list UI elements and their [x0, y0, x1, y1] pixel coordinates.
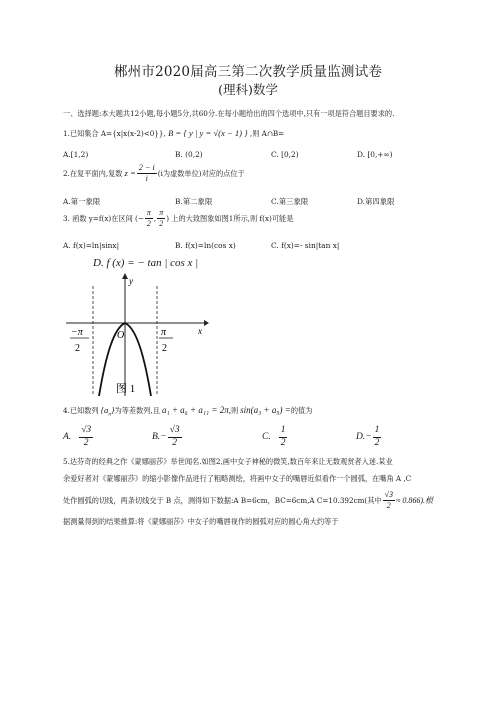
q4-option-d-num: 1 — [373, 426, 382, 438]
q4-option-d-den: 2 — [374, 437, 380, 448]
q3-interval-left-den: 2 — [146, 219, 151, 228]
q4-seq-end: } — [111, 405, 115, 415]
right-tick-den: 2 — [162, 343, 167, 354]
q2-fraction-den: i — [145, 174, 148, 184]
q4-seq — [101, 406, 115, 418]
q3-option-c: C. f(x)=- sin|tan x| — [271, 241, 340, 250]
q5-line-3 — [63, 491, 433, 510]
q3-interval-right-den: 2 — [159, 219, 164, 228]
q1-set-b: B = { y | y = √(x − 1) } — [168, 128, 248, 138]
q2-stem — [63, 164, 245, 183]
q4-option-d-sign: − — [365, 432, 372, 442]
y-axis-arrow-icon — [122, 273, 128, 279]
q4-option-c-letter: C. — [262, 432, 271, 442]
q5-fraction-den: 2 — [386, 501, 391, 510]
q1-option-c: C. [0,2) — [271, 150, 299, 159]
q4-condition: a₁ + a₆ + a₁₁ = 2π, — [161, 405, 231, 415]
q4-seq-sub: n — [108, 411, 112, 418]
q5-line-4: 据测量得到的结果推算:将《蒙娜丽莎》中女子的嘴唇视作的圆弧对应的圆心角大约等于 — [63, 517, 339, 526]
q2-fraction — [137, 164, 157, 183]
q4-stem — [63, 406, 312, 418]
q3-stem — [63, 209, 293, 228]
q1-option-a: A.[1,2) — [63, 150, 89, 159]
q5-fraction — [383, 491, 395, 510]
q1-option-d: D. [0,+∞) — [357, 150, 393, 159]
q3-interval-right-num: π — [159, 208, 164, 217]
x-axis-arrow-icon — [204, 320, 209, 326]
figure-caption: 图 1 — [116, 383, 136, 395]
page-subtitle: (理科)数学 — [218, 82, 278, 97]
q3-option-a: A. f(x)=ln|sinx| — [63, 241, 120, 250]
y-axis-label: y — [129, 276, 133, 286]
q3-option-d: D. f (x) = − tan | cos x | — [93, 257, 199, 269]
q3-interval-right — [157, 209, 165, 228]
q2-option-c: C.第三象限 — [271, 197, 309, 206]
q1-stem — [63, 129, 284, 138]
q5-line-3-a: 处作圆弧的切线，两条切线交于 B 点，测得如下数据:A B=6cm，BC=6cm,A C=10.392cm(其中 — [63, 495, 382, 505]
q2-z: z = — [124, 168, 136, 179]
q3-option-b: B. f(x)=ln(cos x) — [175, 241, 236, 250]
q4-option-a-den: 2 — [83, 437, 89, 448]
q4-option-c-num: 1 — [279, 426, 288, 438]
q2-stem-a: 2.在复平面内,复数 — [63, 169, 123, 179]
q4-option-b-letter: B. — [152, 432, 161, 442]
left-tick-den: 2 — [75, 343, 80, 354]
q2-option-d: D.第四象限 — [357, 197, 395, 206]
q4-option-b-den: 2 — [172, 437, 177, 448]
q4-option-a-letter: A. — [63, 432, 72, 442]
q2-stem-b: (i为虚数单位)对应的点位于 — [157, 169, 245, 179]
q4-option-b-num: √3 — [168, 426, 182, 438]
q4-option-d-letter: D. — [356, 432, 366, 442]
q3-interval-left-num: π — [146, 208, 151, 217]
q4-option-d-frac — [373, 426, 382, 448]
q4-expression: sin(a₃ + a₉) = — [240, 405, 291, 415]
right-tick-num: π — [161, 327, 167, 338]
q3-stem-a: 3. 函数 y=f(x)在区间 (− — [63, 213, 144, 223]
q2-fraction-num: 2 − i — [137, 164, 157, 174]
q4-option-c — [262, 426, 288, 448]
q1-stem-c: ,则 A∩B= — [249, 129, 285, 138]
q5-line-2: 余爱好者对《蒙娜丽莎》的缩小影像作品进行了粗略测绘，将画中女子的嘴唇近似看作一个圆弧，在嘴角 A ,C — [63, 474, 412, 483]
q3-interval-left — [145, 209, 153, 228]
x-axis-label: x — [198, 326, 202, 336]
q4-option-b-frac — [168, 426, 182, 448]
q5-line-1: 5.达芬奇的经典之作《蒙娜丽莎》举世闻名.如图2,画中女子神秘的微笑,数百年来让无数观赏者入迷.某业 — [63, 457, 393, 466]
q4-option-c-den: 2 — [280, 437, 286, 448]
q4-stem-d: 的值为 — [290, 406, 313, 415]
q4-option-b-sign: − — [160, 432, 167, 442]
q4-option-b — [152, 426, 183, 448]
q5-fraction-num: √3 — [384, 490, 393, 499]
q4-stem-c: 则 — [230, 406, 239, 415]
q4-option-c-frac — [279, 426, 288, 448]
q1-stem-a: 1.已知集合 A={x|x(x-2)<0}}, — [63, 129, 166, 138]
q3-stem-b: ) 上的大致图象如图1所示,则 f(x)可能是 — [166, 213, 294, 223]
q4-stem-b: 为等差数列,且 — [114, 406, 160, 415]
q2-option-a: A.第一象限 — [63, 197, 101, 206]
origin-label: O — [117, 330, 125, 341]
q4-option-a-num: √3 — [79, 426, 93, 438]
section-intro: 一、选择题:本大题共12小题,每小题5分,共60分.在每小题给出的四个选项中,只有一项是符合题目要求的. — [63, 109, 395, 118]
left-tick-num: −π — [71, 327, 83, 338]
q4-option-a — [63, 426, 94, 448]
q2-option-b: B.第二象限 — [175, 197, 213, 206]
q4-option-d — [356, 426, 382, 448]
q4-stem-a: 4.已知数列 — [63, 406, 99, 415]
page-title: 郴州市2020届高三第二次教学质量监测试卷 — [113, 64, 383, 80]
q3-comma: , — [153, 213, 157, 223]
q4-option-a-frac — [79, 426, 93, 448]
q1-option-b: B. (0,2) — [175, 150, 203, 159]
q4-seq-a: {a — [100, 405, 109, 415]
q5-line-3-b: ≈ 0.866).根 — [395, 495, 434, 505]
q3-figure — [62, 272, 210, 398]
